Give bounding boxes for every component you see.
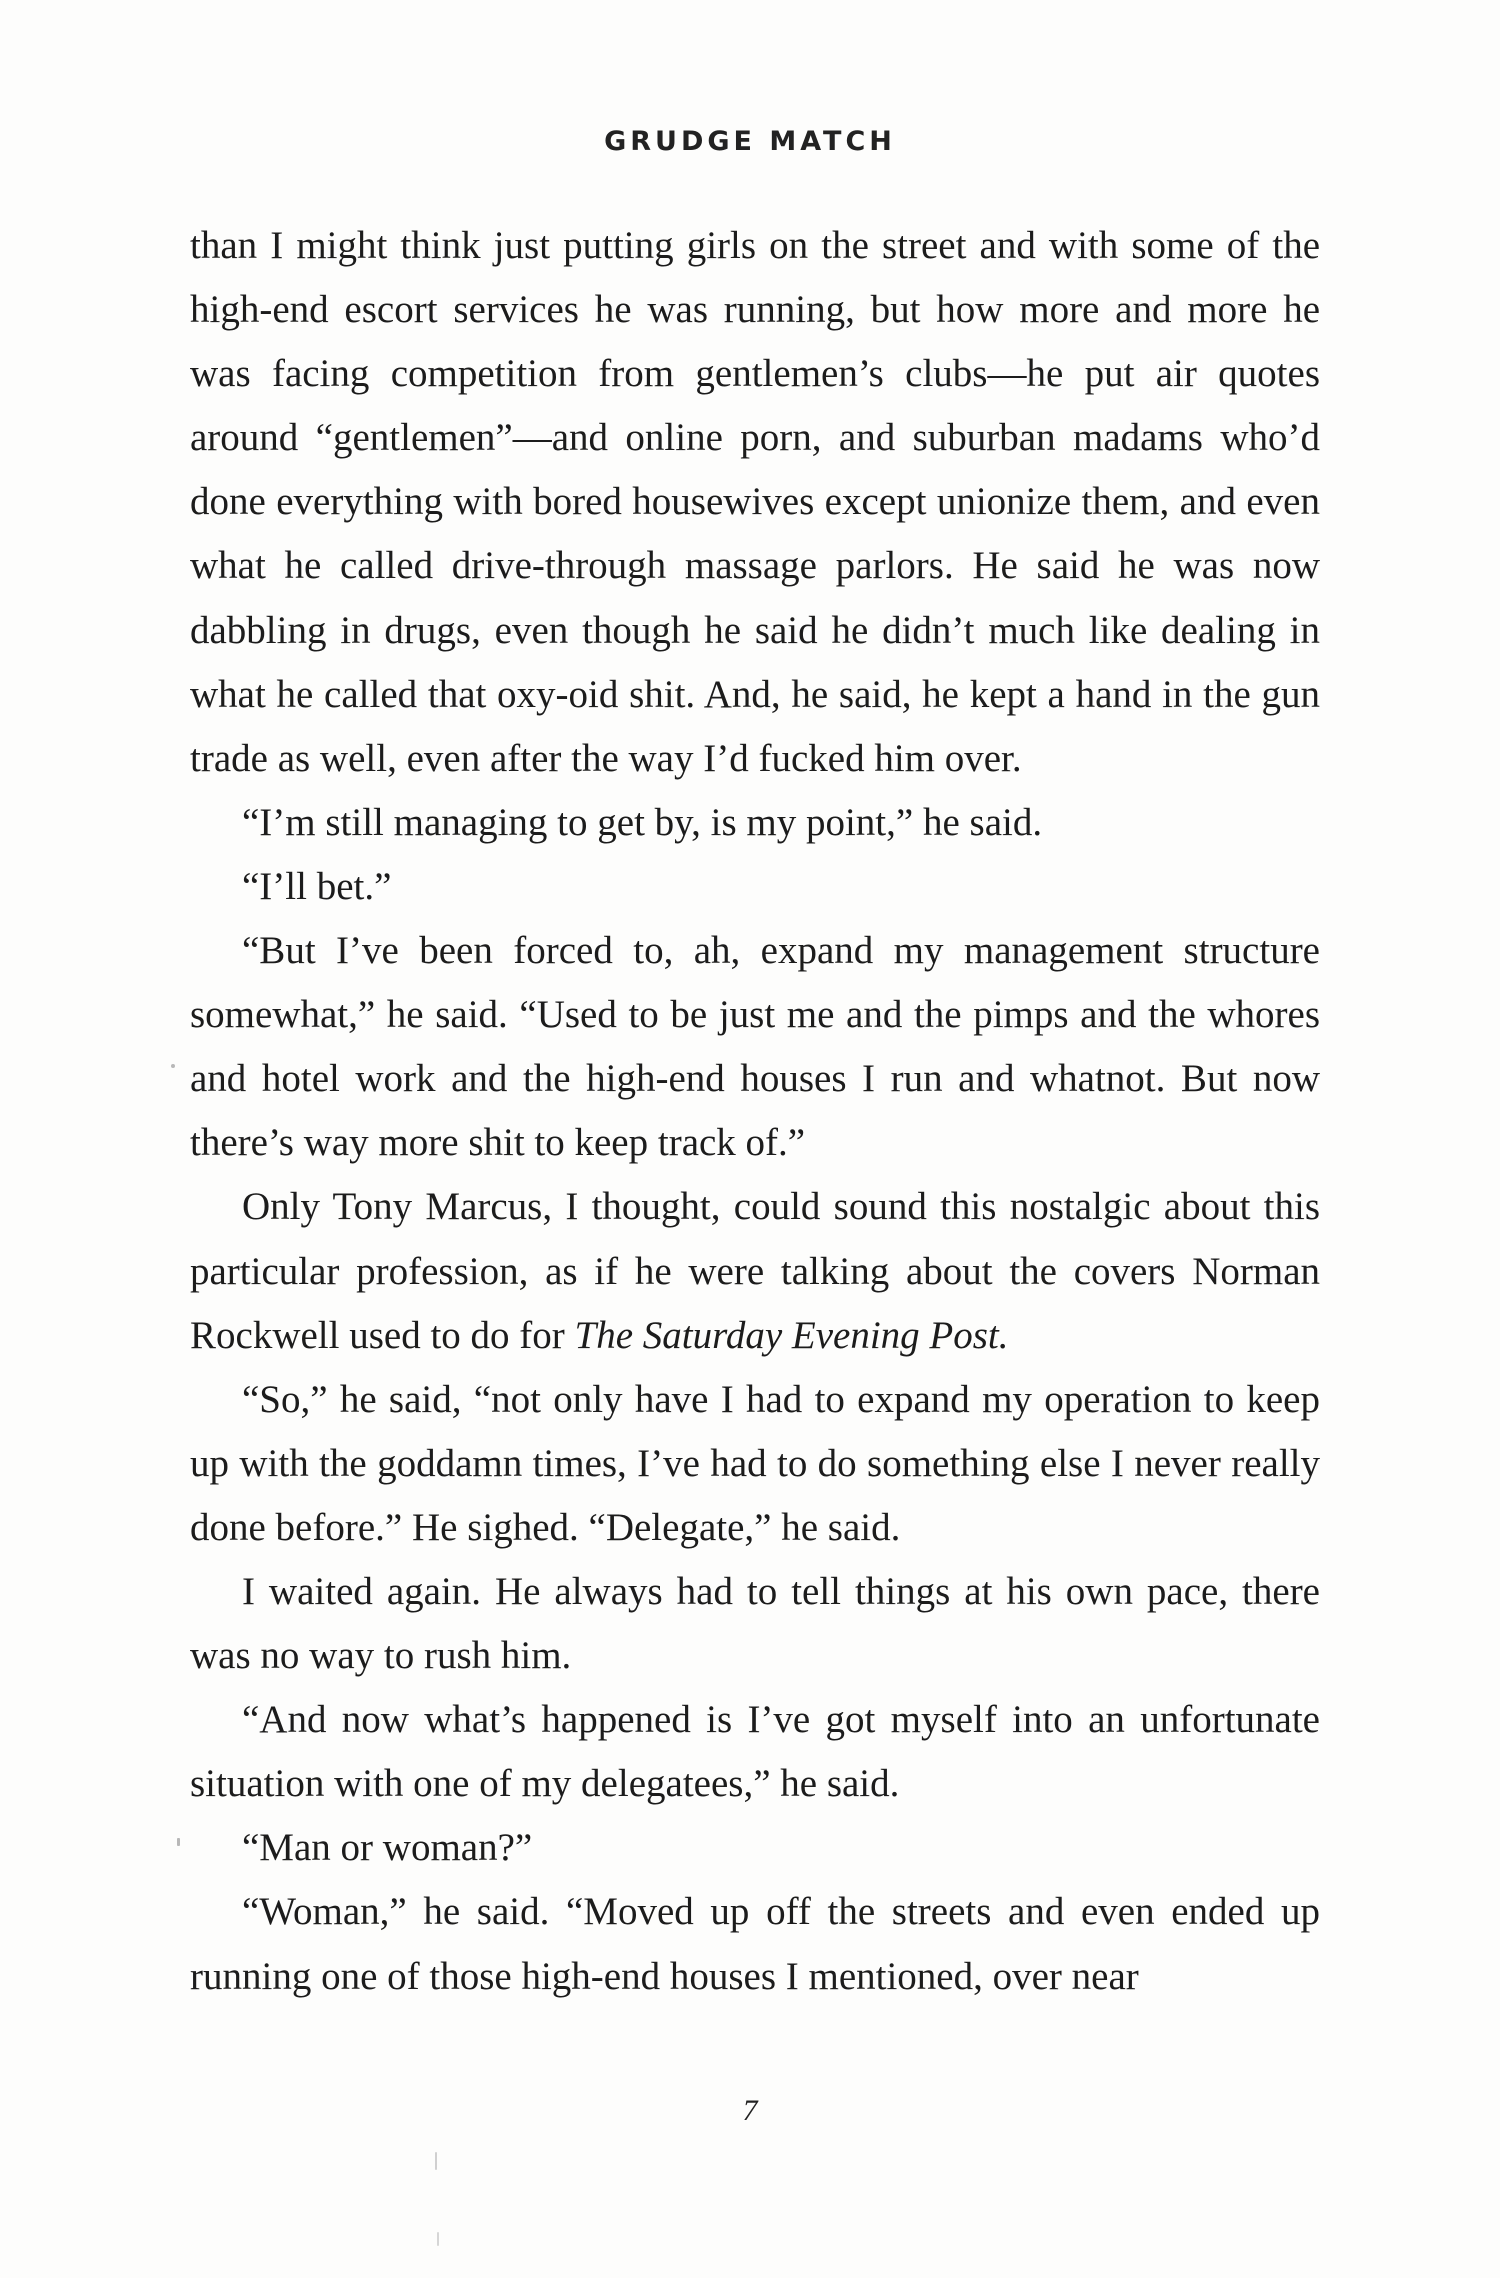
paragraph-6: “So,” he said, “not only have I had to expand my operation to keep up with the goddamn times, I’ve had to do something else I never really done before.” He sighed. “Delegate,” he said. bbox=[190, 1377, 1320, 1549]
paragraph-5 bbox=[190, 1175, 1320, 1367]
paragraph-2: “I’m still managing to get by, is my point,” he said. bbox=[242, 800, 1043, 844]
paragraph-8: “And now what’s happened is I’ve got myself into an unfortunate situation with one of my delegatees,” he said. bbox=[190, 1698, 1320, 1806]
paragraph-3: “I’ll bet.” bbox=[242, 864, 392, 908]
paragraph-7: I waited again. He always had to tell things at his own pace, there was no way to rush him. bbox=[190, 1569, 1320, 1678]
scan-speck bbox=[171, 1064, 175, 1068]
running-head: GRUDGE MATCH bbox=[604, 126, 896, 157]
scan-speck bbox=[177, 1838, 180, 1846]
scan-speck bbox=[437, 2232, 439, 2246]
body-text bbox=[190, 214, 1320, 2009]
paragraph-4: “But I’ve been forced to, ah, expand my management structure somewhat,” he said. “Used to be just me and the pimps and the whores and hotel work and the high-end houses I run and whatnot. But now there’s way more shit to keep track of.” bbox=[190, 929, 1320, 1165]
paragraph-1: than I might think just putting girls on the street and with some of the high-end escort services he was running, but how more and more he was facing competition from gentlemen’s clubs—he put air quotes around “gentlemen”—and online porn, and suburban madams who’d done everything with bored housewives except unionize them, and even what he called drive-through massage parlors. He said he was now dabbling in drugs, even though he said he didn’t much like dealing in what he called that oxy-oid shit. And, he said, he kept a hand in the gun trade as well, even after the way I’d fucked him over. bbox=[190, 224, 1320, 780]
paragraph-10: “Woman,” he said. “Moved up off the streets and even ended up running one of those high-end houses I mentioned, over near bbox=[190, 1890, 1320, 1998]
scan-speck bbox=[435, 2152, 437, 2170]
italic-title: The Saturday Evening Post. bbox=[574, 1313, 1009, 1357]
paragraph-5-text: Only Tony Marcus, I thought, could sound this nostalgic about this particular profession, as if he were talking about the covers Norman Rockwell used to do for bbox=[190, 1185, 1320, 1357]
page-number: 7 bbox=[742, 2094, 758, 2127]
paragraph-9: “Man or woman?” bbox=[242, 1826, 533, 1870]
